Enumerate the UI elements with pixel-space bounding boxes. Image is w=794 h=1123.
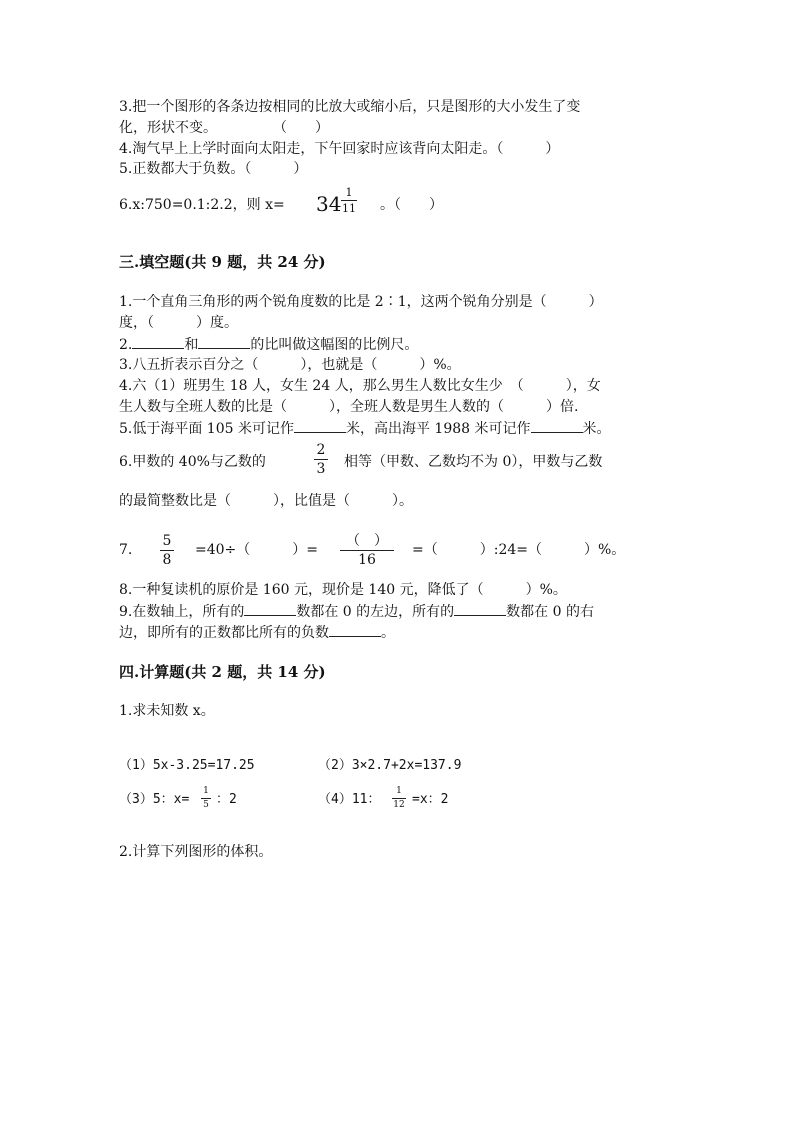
fraction-denominator: 8 xyxy=(162,552,172,568)
fill-q9-text-a: 9.在数轴上，所有的 xyxy=(119,604,245,620)
equation-4-fraction xyxy=(392,787,406,810)
section4-title: 四.计算题(共 2 题，共 14 分) xyxy=(119,663,326,681)
fraction-denominator: 3 xyxy=(316,461,326,477)
fill-q8: 8.一种复读机的原价是 160 元，现价是 140 元，降低了（ ）%。 xyxy=(119,582,567,598)
fill-q6-fraction xyxy=(314,443,328,476)
fill-q5 xyxy=(119,418,611,439)
fraction-numerator: 5 xyxy=(162,533,172,549)
judge-q3-line2: 化，形状不变。 （ ） xyxy=(119,120,329,136)
equation-3-suffix: ：2 xyxy=(216,792,237,807)
fill-q5-text-c: 米。 xyxy=(582,421,611,437)
fraction-denominator: 11 xyxy=(342,202,356,215)
fill-q6-suffix: 相等（甲数、乙数均不为 0），甲数与乙数 xyxy=(344,454,603,470)
calc-q1: 1.求未知数 x。 xyxy=(119,703,215,719)
calc-q2: 2.计算下列图形的体积。 xyxy=(119,844,273,860)
fill-q6-line2: 的最简整数比是（ ），比值是（ ）。 xyxy=(119,493,413,509)
section3-title: 三.填空题(共 9 题，共 24 分) xyxy=(119,253,326,271)
fraction-numerator: 1 xyxy=(396,786,402,796)
fill-q9-line1 xyxy=(119,601,594,622)
fraction-bar xyxy=(341,200,357,201)
fill-q2-number: 2. xyxy=(119,337,133,353)
fraction-numerator[interactable]: （ ） xyxy=(346,533,388,549)
fill-q4-line1: 4.六（1）班男生 18 人，女生 24 人，那么男生人数比女生少 （ ），女 xyxy=(119,378,601,394)
judge-q6-suffix: 。（ ） xyxy=(380,197,443,213)
fraction-denominator: 16 xyxy=(358,552,376,568)
fill-q7-suffix: =（ ）:24=（ ）%。 xyxy=(412,542,626,558)
fraction-numerator: 2 xyxy=(316,442,326,458)
fill-q9-text-c: 数都在 0 的右 xyxy=(506,604,594,620)
fill-q4-line2: 生人数与全班人数的比是（ ），全班人数是男生人数的（ ）倍. xyxy=(119,399,579,415)
fill-q3: 3.八五折表示百分之（ ），也就是（ ）%。 xyxy=(119,357,461,373)
fill-q6-prefix: 6.甲数的 40%与乙数的 xyxy=(119,454,266,470)
fill-q1-line1: 1.一个直角三角形的两个锐角度数的比是 2∶1，这两个锐角分别是（ ） xyxy=(119,294,603,310)
fraction-bar xyxy=(201,798,211,799)
fill-q2 xyxy=(119,334,418,355)
answer-blank[interactable] xyxy=(329,622,381,637)
fill-q1-line2: 度，（ ）度。 xyxy=(119,315,238,331)
fill-q9-line2-end: 。 xyxy=(381,625,395,641)
equation-1: （1）5x-3.25=17.25 xyxy=(119,758,255,773)
fill-q7-middle: =40÷（ ）= xyxy=(195,542,319,558)
answer-blank[interactable] xyxy=(531,418,583,433)
fill-q7-fraction xyxy=(160,534,174,567)
fill-q5-text-a: 5.低于海平面 105 米可记作 xyxy=(119,421,294,437)
fraction-denominator: 12 xyxy=(393,800,405,810)
fill-q2-and: 和 xyxy=(184,337,199,353)
answer-blank[interactable] xyxy=(198,334,250,349)
fill-q9-line2 xyxy=(119,622,395,643)
judge-q6-fraction xyxy=(341,187,357,214)
judge-q4: 4.淘气早上上学时面向太阳走，下午回家时应该背向太阳走。（ ） xyxy=(119,141,560,157)
fraction-bar xyxy=(160,550,174,551)
judge-q6-prefix: 6.x:750=0.1:2.2，则 x= xyxy=(119,197,285,213)
equation-4-suffix: =x：2 xyxy=(412,792,449,807)
answer-blank[interactable] xyxy=(244,601,296,616)
fraction-bar xyxy=(314,459,328,460)
fraction-denominator: 5 xyxy=(203,800,209,810)
equation-3-fraction xyxy=(201,787,211,810)
fill-q9-line2-text: 边，即所有的正数都比所有的负数 xyxy=(119,625,329,641)
answer-blank[interactable] xyxy=(454,601,506,616)
answer-blank[interactable] xyxy=(132,334,184,349)
judge-q3-line1: 3.把一个图形的各条边按相同的比放大或缩小后，只是图形的大小发生了变 xyxy=(119,99,581,115)
equation-4-prefix: （4）11： xyxy=(318,792,381,807)
fill-q9-text-b: 数都在 0 的左边，所有的 xyxy=(296,604,455,620)
fill-q5-text-b: 米，高出海平 1988 米可记作 xyxy=(345,421,531,437)
judge-q5: 5.正数都大于负数。（ ） xyxy=(119,161,308,177)
equation-2: （2）3×2.7+2x=137.9 xyxy=(318,758,462,773)
fraction-numerator: 1 xyxy=(203,786,209,796)
fraction-bar xyxy=(340,550,394,551)
fill-q2-text: 的比叫做这幅图的比例尺。 xyxy=(250,337,419,353)
equation-3-prefix: （3）5：x= xyxy=(119,792,190,807)
judge-q6-mixed-whole: 34 xyxy=(316,192,342,216)
answer-blank[interactable] xyxy=(294,418,346,433)
fraction-bar xyxy=(392,798,406,799)
fraction-numerator: 1 xyxy=(345,186,353,199)
fill-q7-fraction-blank xyxy=(340,534,394,567)
fill-q7-number: 7. xyxy=(119,542,133,558)
